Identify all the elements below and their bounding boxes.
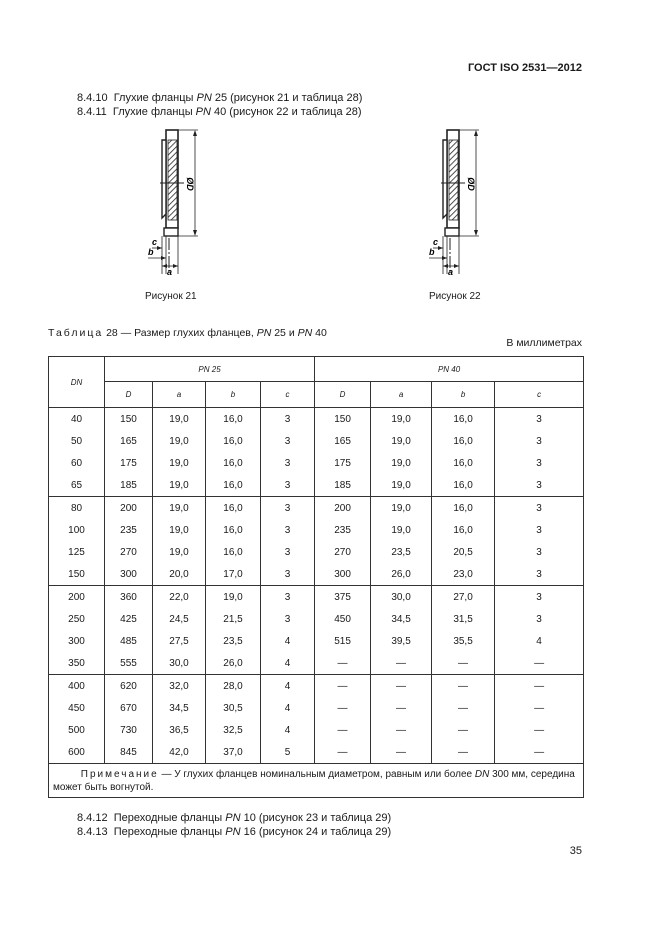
table-cell: 730 [105, 719, 153, 741]
table-row [49, 675, 584, 698]
section-text-tail: 25 (рисунок 21 и таблица 28) [214, 92, 363, 104]
table-cell: 17,0 [206, 563, 261, 586]
table-cell: 26,0 [206, 652, 261, 675]
table-cell: 30,5 [206, 697, 261, 719]
table-cell: 235 [105, 519, 153, 541]
table-cell: 19,0 [371, 519, 432, 541]
dim-b-label: b [148, 247, 154, 257]
flange-dimensions-table [48, 356, 584, 798]
table-cell: 3 [261, 408, 315, 431]
table-cell: 16,0 [432, 497, 495, 520]
table-cell: 620 [105, 675, 153, 698]
table-cell: 150 [105, 408, 153, 431]
table-caption-mid: 25 и [274, 327, 295, 339]
table-cell: 375 [315, 586, 371, 609]
table-cell: 27,0 [432, 586, 495, 609]
table-cell: 3 [261, 430, 315, 452]
table-cell: 16,0 [432, 430, 495, 452]
table-cell: 3 [261, 586, 315, 609]
table-cell: 16,0 [432, 408, 495, 431]
note-text: — У глухих фланцев номинальным диаметром, равным или более [158, 769, 475, 780]
table-cell: — [432, 652, 495, 675]
table-cell: 270 [105, 541, 153, 563]
table-cell: 16,0 [432, 519, 495, 541]
table-cell: — [495, 697, 584, 719]
section-8-4-12 [77, 812, 391, 824]
table-cell: 555 [105, 652, 153, 675]
table-cell: 4 [495, 630, 584, 652]
dn-symbol: DN [474, 769, 490, 780]
cell-dn: 100 [49, 519, 105, 541]
table-cell: 32,5 [206, 719, 261, 741]
table-cell: — [495, 719, 584, 741]
section-8-4-13 [77, 826, 391, 838]
page-number: 35 [569, 845, 582, 857]
table-cell: 23,5 [371, 541, 432, 563]
pn-symbol: PN [225, 826, 241, 838]
section-number: 8.4.12 [77, 812, 108, 824]
group-header-pn25: PN 25 [105, 357, 315, 382]
table-cell: 36,5 [153, 719, 206, 741]
table-cell: 3 [495, 586, 584, 609]
section-number: 8.4.11 [77, 106, 107, 118]
table-cell: — [432, 741, 495, 764]
table-cell: 20,5 [432, 541, 495, 563]
table-note [49, 764, 584, 798]
diameter-label: ØD [185, 177, 195, 191]
table-cell: — [495, 675, 584, 698]
table-cell: 3 [495, 563, 584, 586]
document-code: ГОСТ ISO 2531—2012 [467, 62, 582, 74]
table-cell: 3 [261, 474, 315, 497]
table-cell: — [371, 652, 432, 675]
table-cell: 845 [105, 741, 153, 764]
pn-symbol: PN [195, 106, 211, 118]
table-cell: 16,0 [206, 474, 261, 497]
table-cell: 515 [315, 630, 371, 652]
table-cell: 300 [105, 563, 153, 586]
cell-dn: 400 [49, 675, 105, 698]
table-cell: 200 [105, 497, 153, 520]
col-header-b: b [432, 382, 495, 408]
table-cell: 34,5 [371, 608, 432, 630]
dim-a-label: a [448, 267, 454, 277]
table-cell: 16,0 [432, 452, 495, 474]
cell-dn: 300 [49, 630, 105, 652]
table-caption-end: 40 [315, 327, 327, 339]
table-cell: 19,0 [371, 452, 432, 474]
table-cell: 300 [315, 563, 371, 586]
table-cell: — [432, 719, 495, 741]
cell-dn: 600 [49, 741, 105, 764]
table-cell: — [315, 741, 371, 764]
table-cell: 19,0 [153, 474, 206, 497]
table-row [49, 741, 584, 764]
cell-dn: 50 [49, 430, 105, 452]
table-cell: 200 [315, 497, 371, 520]
table-caption [48, 327, 327, 339]
col-header-a: a [371, 382, 432, 408]
table-cell: 16,0 [432, 474, 495, 497]
table-cell: 22,0 [153, 586, 206, 609]
table-row [49, 497, 584, 520]
table-cell: — [315, 652, 371, 675]
table-row [49, 541, 584, 563]
table-cell: 30,0 [371, 586, 432, 609]
table-cell: — [371, 719, 432, 741]
table-cell: 23,0 [432, 563, 495, 586]
pn-symbol: PN [297, 327, 313, 339]
table-cell: — [371, 697, 432, 719]
table-cell: 27,5 [153, 630, 206, 652]
table-cell: 3 [261, 497, 315, 520]
table-cell: 16,0 [206, 541, 261, 563]
cell-dn: 350 [49, 652, 105, 675]
section-number: 8.4.13 [77, 826, 108, 838]
table-cell: 450 [315, 608, 371, 630]
table-cell: 235 [315, 519, 371, 541]
cell-dn: 80 [49, 497, 105, 520]
table-cell: 19,0 [153, 519, 206, 541]
table-cell: 19,0 [153, 452, 206, 474]
table-label: Таблица [48, 327, 104, 339]
cell-dn: 500 [49, 719, 105, 741]
table-cell: 425 [105, 608, 153, 630]
table-cell: 270 [315, 541, 371, 563]
section-text-tail: 16 (рисунок 24 и таблица 29) [243, 826, 392, 838]
table-cell: 670 [105, 697, 153, 719]
table-cell: 28,0 [206, 675, 261, 698]
table-cell: 3 [495, 452, 584, 474]
table-row [49, 630, 584, 652]
table-row [49, 519, 584, 541]
table-cell: 4 [261, 697, 315, 719]
table-cell: 4 [261, 719, 315, 741]
table-cell: 3 [495, 430, 584, 452]
table-cell: 3 [261, 452, 315, 474]
group-header-pn40: PN 40 [315, 357, 584, 382]
table-cell: 16,0 [206, 408, 261, 431]
table-cell: 165 [315, 430, 371, 452]
table-cell: 19,0 [153, 430, 206, 452]
section-text-tail: 10 (рисунок 23 и таблица 29) [243, 812, 392, 824]
pn-symbol: PN [196, 92, 212, 104]
table-cell: — [371, 675, 432, 698]
figure-21-drawing [140, 126, 220, 278]
table-cell: 26,0 [371, 563, 432, 586]
cell-dn: 125 [49, 541, 105, 563]
table-cell: 16,0 [206, 519, 261, 541]
table-row [49, 430, 584, 452]
table-cell: 16,0 [206, 430, 261, 452]
table-cell: 175 [105, 452, 153, 474]
col-header-c: c [261, 382, 315, 408]
table-row [49, 697, 584, 719]
table-cell: 4 [261, 630, 315, 652]
table-cell: 360 [105, 586, 153, 609]
table-cell: 3 [495, 519, 584, 541]
cell-dn: 150 [49, 563, 105, 586]
table-cell: — [495, 741, 584, 764]
figure-21-caption: Рисунок 21 [145, 291, 197, 302]
table-row [49, 452, 584, 474]
table-cell: 24,5 [153, 608, 206, 630]
table-cell: 150 [315, 408, 371, 431]
table-cell: 16,0 [206, 452, 261, 474]
table-row [49, 608, 584, 630]
col-header-a: a [153, 382, 206, 408]
table-cell: 19,0 [371, 497, 432, 520]
table-cell: 19,0 [371, 474, 432, 497]
table-units: В миллиметрах [506, 337, 582, 349]
table-cell: 175 [315, 452, 371, 474]
note-text-tail: 300 мм, середина может быть вогнутой. [53, 769, 575, 793]
table-cell: — [432, 697, 495, 719]
table-cell: 39,5 [371, 630, 432, 652]
dim-c-label: c [433, 237, 439, 247]
table-cell: — [495, 652, 584, 675]
table-cell: 19,0 [153, 408, 206, 431]
table-cell: 3 [261, 519, 315, 541]
pn-symbol: PN [256, 327, 272, 339]
table-row [49, 408, 584, 431]
table-cell: 3 [261, 563, 315, 586]
cell-dn: 60 [49, 452, 105, 474]
col-header-d: D [105, 382, 153, 408]
table-cell: 30,0 [153, 652, 206, 675]
section-text: Переходные фланцы [113, 812, 223, 824]
cell-dn: 450 [49, 697, 105, 719]
dim-c-label: c [152, 237, 158, 247]
table-cell: 20,0 [153, 563, 206, 586]
table-cell: 19,0 [153, 497, 206, 520]
table-cell: 32,0 [153, 675, 206, 698]
section-8-4-11 [77, 106, 362, 118]
section-text: Глухие фланцы [112, 106, 193, 118]
table-cell: 16,0 [206, 497, 261, 520]
table-cell: 485 [105, 630, 153, 652]
table-cell: 3 [495, 497, 584, 520]
table-row [49, 586, 584, 609]
table-row [49, 474, 584, 497]
table-cell: 19,0 [371, 430, 432, 452]
cell-dn: 250 [49, 608, 105, 630]
table-cell: 3 [495, 541, 584, 563]
table-cell: 21,5 [206, 608, 261, 630]
col-header-c: c [495, 382, 584, 408]
table-cell: 3 [495, 474, 584, 497]
table-cell: 185 [315, 474, 371, 497]
table-cell: — [432, 675, 495, 698]
table-row [49, 563, 584, 586]
table-cell: 31,5 [432, 608, 495, 630]
table-row [49, 652, 584, 675]
table-cell: 37,0 [206, 741, 261, 764]
table-cell: 3 [495, 608, 584, 630]
table-row [49, 719, 584, 741]
table-cell: 3 [495, 408, 584, 431]
table-cell: 34,5 [153, 697, 206, 719]
table-cell: — [371, 741, 432, 764]
table-cell: 35,5 [432, 630, 495, 652]
section-number: 8.4.10 [77, 92, 108, 104]
cell-dn: 40 [49, 408, 105, 431]
table-cell: 3 [261, 541, 315, 563]
note-label: Примечание [80, 769, 159, 780]
dim-b-label: b [429, 247, 435, 257]
figure-22-drawing [421, 126, 501, 278]
table-cell: 19,0 [153, 541, 206, 563]
table-cell: 165 [105, 430, 153, 452]
table-cell: 42,0 [153, 741, 206, 764]
col-header-b: b [206, 382, 261, 408]
figure-22-caption: Рисунок 22 [429, 291, 481, 302]
cell-dn: 65 [49, 474, 105, 497]
dim-a-label: a [167, 267, 173, 277]
table-cell: 185 [105, 474, 153, 497]
table-cell: 19,0 [371, 408, 432, 431]
table-caption-number: 28 — Размер глухих фланцев, [106, 327, 254, 339]
col-header-dn: DN [49, 357, 105, 408]
table-cell: — [315, 697, 371, 719]
cell-dn: 200 [49, 586, 105, 609]
pn-symbol: PN [225, 812, 241, 824]
section-text: Глухие фланцы [113, 92, 194, 104]
diameter-label: ØD [466, 177, 476, 191]
table-cell: 4 [261, 675, 315, 698]
table-cell: 5 [261, 741, 315, 764]
table-cell: — [315, 675, 371, 698]
table-cell: 23,5 [206, 630, 261, 652]
table-cell: — [315, 719, 371, 741]
section-8-4-10 [77, 92, 362, 104]
table-cell: 3 [261, 608, 315, 630]
col-header-d: D [315, 382, 371, 408]
table-cell: 19,0 [206, 586, 261, 609]
table-cell: 4 [261, 652, 315, 675]
section-text-tail: 40 (рисунок 22 и таблица 28) [214, 106, 362, 118]
section-text: Переходные фланцы [113, 826, 223, 838]
